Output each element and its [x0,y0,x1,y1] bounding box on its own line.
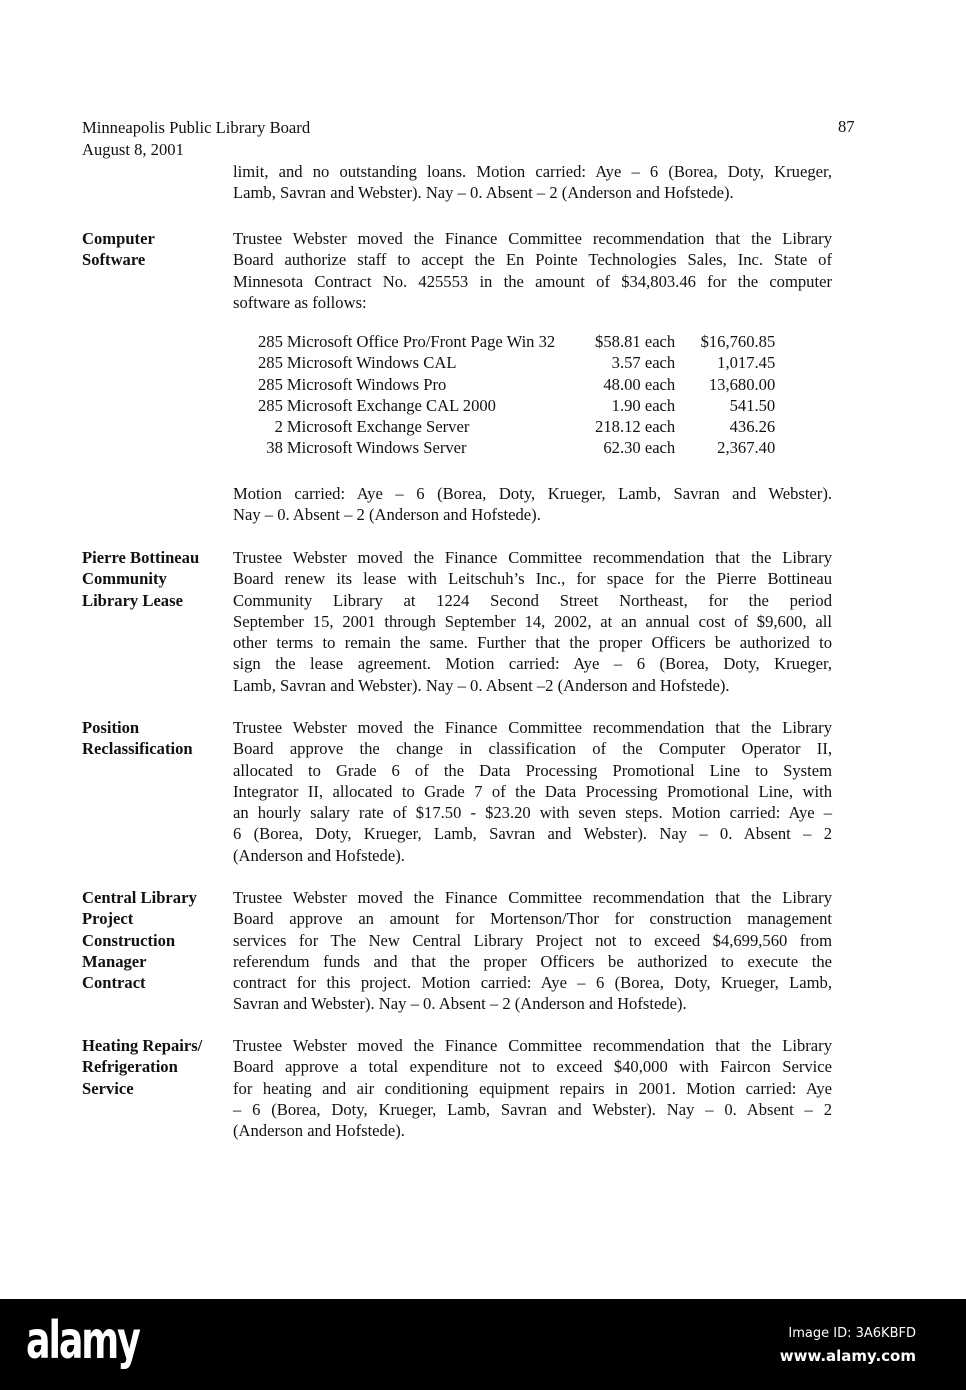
label-line: Project [82,909,134,929]
software-items-table [258,331,775,459]
text-line: limit, and no outstanding loans. Motion carried: Aye – 6 (Borea, Doty, Krueger, [233,162,832,181]
item-total: 1,017.45 [717,353,776,373]
text-line: Trustee Webster moved the Finance Committee recommendation that the Library [233,888,832,907]
image-id: Image ID: 3A6KBFD [788,1326,916,1341]
section-body-computer-software [233,228,832,313]
text-line: sign the lease agreement. Motion carried: Aye – 6 (Borea, Doty, Krueger, [233,654,832,674]
item-unit-price: 1.90 each [611,395,676,415]
item-quantity: 285 [258,332,283,351]
text-line: Trustee Webster moved the Finance Committee recommendation that the Library [233,548,832,567]
label-line: Position [82,718,140,737]
table-row [258,395,775,416]
label-line: Manager [82,951,147,971]
item-quantity: 38 [266,438,283,458]
text-line: 6 (Borea, Doty, Krueger, Lamb, Savran and Webster). Nay – 0. Absent – 2 [233,824,832,844]
text-line: Trustee Webster moved the Finance Committee recommendation that the Library [233,718,832,737]
item-total: 541.50 [729,395,776,415]
text-line: September 15, 2001 through September 14, 2002, at an annual cost of $9,600, all [233,611,832,631]
label-line: Software [82,250,146,270]
item-total: 2,367.40 [717,438,776,458]
item-unit-price: 48.00 each [603,374,676,394]
page-number: 87 [838,117,855,136]
computer-software-motion [233,483,832,526]
item-description: Microsoft Windows CAL [286,353,457,373]
text-line: software as follows: [233,292,367,312]
text-line: Motion carried: Aye – 6 (Borea, Doty, Krueger, Lamb, Savran and Webster). [233,484,832,503]
alamy-logo: alamy [26,1311,139,1371]
text-line: Lamb, Savran and Webster). Nay – 0. Absent –2 (Anderson and Hofstede). [233,675,730,695]
text-line: an hourly salary rate of $17.50 - $23.20 with seven steps. Motion carried: Aye – [233,803,832,823]
table-row [258,352,775,373]
section-label-central-library [82,887,227,993]
label-line: Heating Repairs/ [82,1036,203,1055]
item-total: 436.26 [729,417,776,437]
item-description: Microsoft Windows Server [286,438,467,458]
item-quantity: 285 [258,374,283,394]
text-line: Board renew its lease with Leitschuh’s Inc., for space for the Pierre Bottineau [233,569,832,589]
section-label-heating-repairs [82,1035,227,1099]
item-total: 13,680.00 [708,374,776,394]
text-line: Nay – 0. Absent – 2 (Anderson and Hofstede). [233,505,541,525]
label-line: Computer [82,229,155,248]
section-label-position-reclassification [82,717,227,760]
section-body-position-reclassification [233,717,832,866]
section-body-central-library [233,887,832,1015]
text-line: Minnesota Contract No. 425553 in the amount of $34,803.46 for the computer [233,271,832,291]
text-line: – 6 (Borea, Doty, Krueger, Lamb, Savran and Webster). Nay – 0. Absent – 2 [233,1099,832,1119]
item-unit-price: 218.12 each [595,417,676,437]
section-label-pierre-bottineau [82,547,227,611]
text-line: Board approve a total expenditure not to exceed $40,000 with Faircon Service [233,1057,832,1077]
label-line: Reclassification [82,739,193,759]
item-description: Microsoft Exchange Server [286,417,470,437]
text-line: allocated to Grade 6 of the Data Processing Promotional Line to System [233,760,832,780]
item-description: Microsoft Exchange CAL 2000 [286,395,496,415]
header-date: August 8, 2001 [82,140,184,159]
item-quantity: 2 [274,417,283,437]
text-line: Integrator II, allocated to Grade 7 of the Data Processing Promotional Line, with [233,781,832,801]
text-line: (Anderson and Hofstede). [233,845,405,865]
text-line: (Anderson and Hofstede). [233,1121,405,1141]
text-line: Board authorize staff to accept the En Pointe Technologies Sales, Inc. State of [233,250,832,270]
table-row [258,374,775,395]
section-body-pierre-bottineau [233,547,832,696]
text-line: referendum funds and that the proper Officers be authorized to execute the [233,951,832,971]
item-total: $16,760.85 [700,332,776,351]
item-description: Microsoft Windows Pro [286,374,447,394]
text-line: Savran and Webster). Nay – 0. Absent – 2 (Anderson and Hofstede). [233,994,687,1014]
label-line: Pierre Bottineau [82,548,200,567]
item-quantity: 285 [258,353,283,373]
table-row [258,437,775,458]
table-row [258,416,775,437]
text-line: Lamb, Savran and Webster). Nay – 0. Absent – 2 (Anderson and Hofstede). [233,183,734,203]
label-line: Contract [82,973,146,993]
text-line: Board approve the change in classification of the Computer Operator II, [233,739,832,759]
text-line: Trustee Webster moved the Finance Committee recommendation that the Library [233,229,832,248]
label-line: Community [82,569,167,589]
section-label-computer-software [82,228,227,271]
item-unit-price: $58.81 each [595,332,676,351]
header-org: Minneapolis Public Library Board [82,118,311,137]
label-line: Refrigeration [82,1057,178,1077]
text-line: other terms to remain the same. Further that the proper Officers be authorized to [233,633,832,653]
text-line: Board approve an amount for Mortenson/Thor for construction management [233,909,832,929]
text-line: for heating and air conditioning equipment repairs in 2001. Motion carried: Aye [233,1078,832,1098]
label-line: Central Library [82,888,197,907]
item-unit-price: 62.30 each [603,438,676,458]
text-line: services for The New Central Library Project not to exceed $4,699,560 from [233,930,832,950]
section-body-heating-repairs [233,1035,832,1141]
text-line: Trustee Webster moved the Finance Committee recommendation that the Library [233,1036,832,1055]
label-line: Service [82,1078,134,1098]
text-line: Community Library at 1224 Second Street Northeast, for the period [233,590,832,610]
watermark-bar [0,1299,966,1390]
item-quantity: 285 [258,395,283,415]
site-url: www.alamy.com [779,1347,916,1365]
item-description: Microsoft Office Pro/Front Page Win 32 [286,332,556,351]
item-unit-price: 3.57 each [611,353,676,373]
label-line: Library Lease [82,590,183,610]
table-row [258,331,775,352]
continuation-paragraph [233,161,832,204]
text-line: contract for this project. Motion carried: Aye – 6 (Borea, Doty, Krueger, Lamb, [233,973,832,993]
label-line: Construction [82,930,176,950]
